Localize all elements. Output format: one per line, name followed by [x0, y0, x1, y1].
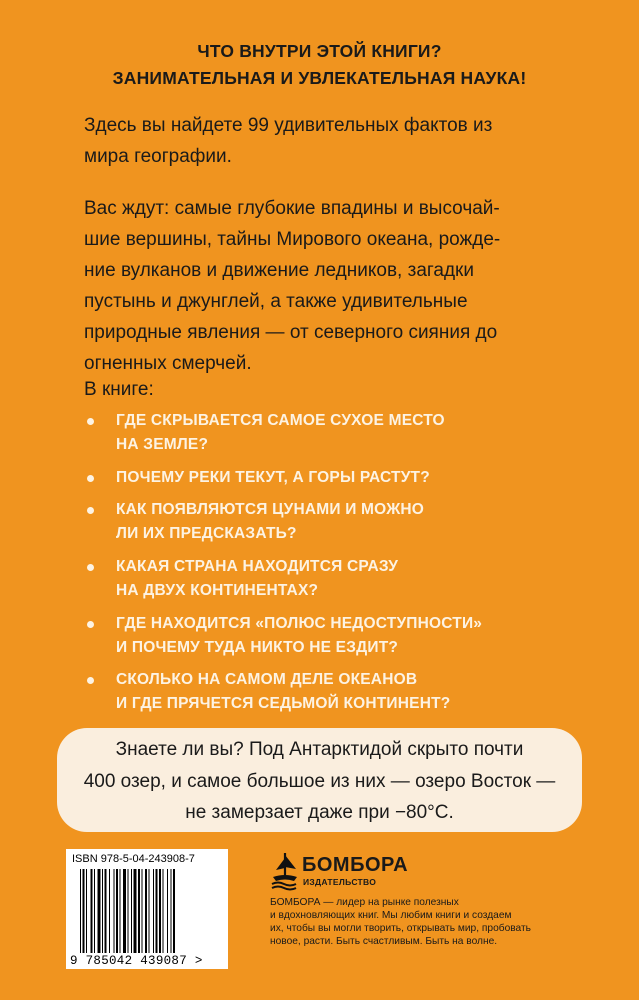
fact-line: Знаете ли вы? Под Антарктидой скрыто почти: [115, 739, 524, 760]
paragraph-line: мира географии.: [84, 146, 232, 167]
paragraph-line: природные явления — от северного сияния до: [84, 322, 498, 343]
question-item: [116, 409, 586, 457]
fact-line: 400 озер, и самое большое из них — озеро Восток —: [83, 770, 556, 792]
paragraph-line: огненных смерчей.: [84, 353, 252, 374]
question-line: ПОЧЕМУ РЕКИ ТЕКУТ, А ГОРЫ РАСТУТ?: [116, 468, 430, 486]
description-paragraph: [84, 193, 604, 379]
paragraph-line: пустынь и джунглей, а также удивительные: [84, 291, 468, 312]
publisher-subtitle: ИЗДАТЕЛЬСТВО: [303, 877, 377, 887]
question-line: И ПОЧЕМУ ТУДА НИКТО НЕ ЕЗДИТ?: [116, 638, 399, 656]
question-line: НА ЗЕМЛЕ?: [116, 436, 209, 453]
heading-line-2: ЗАНИМАТЕЛЬНАЯ И УВЛЕКАТЕЛЬНАЯ НАУКА!: [112, 68, 527, 88]
paragraph-line: ние вулканов и движение ледников, загадки: [84, 260, 474, 281]
question-item: [116, 668, 586, 716]
question-line: ГДЕ НАХОДИТСЯ «ПОЛЮС НЕДОСТУПНОСТИ»: [116, 614, 483, 632]
heading-line-1: ЧТО ВНУТРИ ЭТОЙ КНИГИ?: [197, 41, 442, 61]
paragraph-line: Здесь вы найдете 99 удивительных фактов из: [84, 115, 493, 136]
publisher-logo-icon: [270, 851, 300, 891]
publisher-line: БОМБОРА — лидер на рынке полезных: [270, 897, 459, 908]
barcode-block: [66, 849, 228, 969]
question-item: [116, 498, 586, 546]
barcode-digits: 9 785042 439087 >: [70, 954, 203, 968]
intro-paragraph: [84, 110, 604, 172]
cover-heading: [0, 38, 639, 92]
bullet-dot-icon: [87, 475, 94, 482]
question-item: [116, 555, 586, 603]
bullet-dot-icon: [87, 418, 94, 425]
question-line: НА ДВУХ КОНТИНЕНТАХ?: [116, 582, 319, 600]
question-line: ГДЕ СКРЫВАЕТСЯ САМОЕ СУХОЕ МЕСТО: [116, 412, 445, 429]
question-line: КАКАЯ СТРАНА НАХОДИТСЯ СРАЗУ: [116, 558, 399, 576]
bullet-dot-icon: [87, 507, 94, 514]
bullet-dot-icon: [87, 677, 94, 684]
bullet-dot-icon: [87, 564, 94, 571]
question-line: КАК ПОЯВЛЯЮТСЯ ЦУНАМИ И МОЖНО: [116, 501, 425, 519]
question-line: ЛИ ИХ ПРЕДСКАЗАТЬ?: [116, 525, 297, 543]
list-intro: В книге:: [84, 379, 154, 400]
paragraph-line: Вас ждут: самые глубокие впадины и высочай-: [84, 198, 500, 219]
question-line: И ГДЕ ПРЯЧЕТСЯ СЕДЬМОЙ КОНТИНЕНТ?: [116, 695, 451, 713]
publisher-description: [270, 897, 590, 949]
isbn-label: ISBN 978-5-04-243908-7: [72, 853, 195, 865]
question-item: [116, 612, 586, 660]
publisher-name: БОМБОРА: [302, 854, 409, 876]
question-line: СКОЛЬКО НА САМОМ ДЕЛЕ ОКЕАНОВ: [116, 671, 418, 689]
publisher-line: новое, расти. Быть счастливым. Быть на волне.: [270, 935, 498, 947]
publisher-line: и вдохновляющих книг. Мы любим книги и создаем: [270, 909, 512, 921]
paragraph-line: шие вершины, тайны Мирового океана, рожде-: [84, 229, 501, 250]
question-list: [116, 409, 586, 725]
question-item: [116, 466, 586, 490]
publisher-line: их, чтобы вы могли творить, открывать мир, пробовать: [270, 922, 531, 934]
bullet-dot-icon: [87, 621, 94, 628]
fact-box: [57, 728, 582, 832]
fact-line: не замерзает даже при −80°С.: [185, 802, 454, 823]
barcode-icon: [80, 869, 214, 953]
